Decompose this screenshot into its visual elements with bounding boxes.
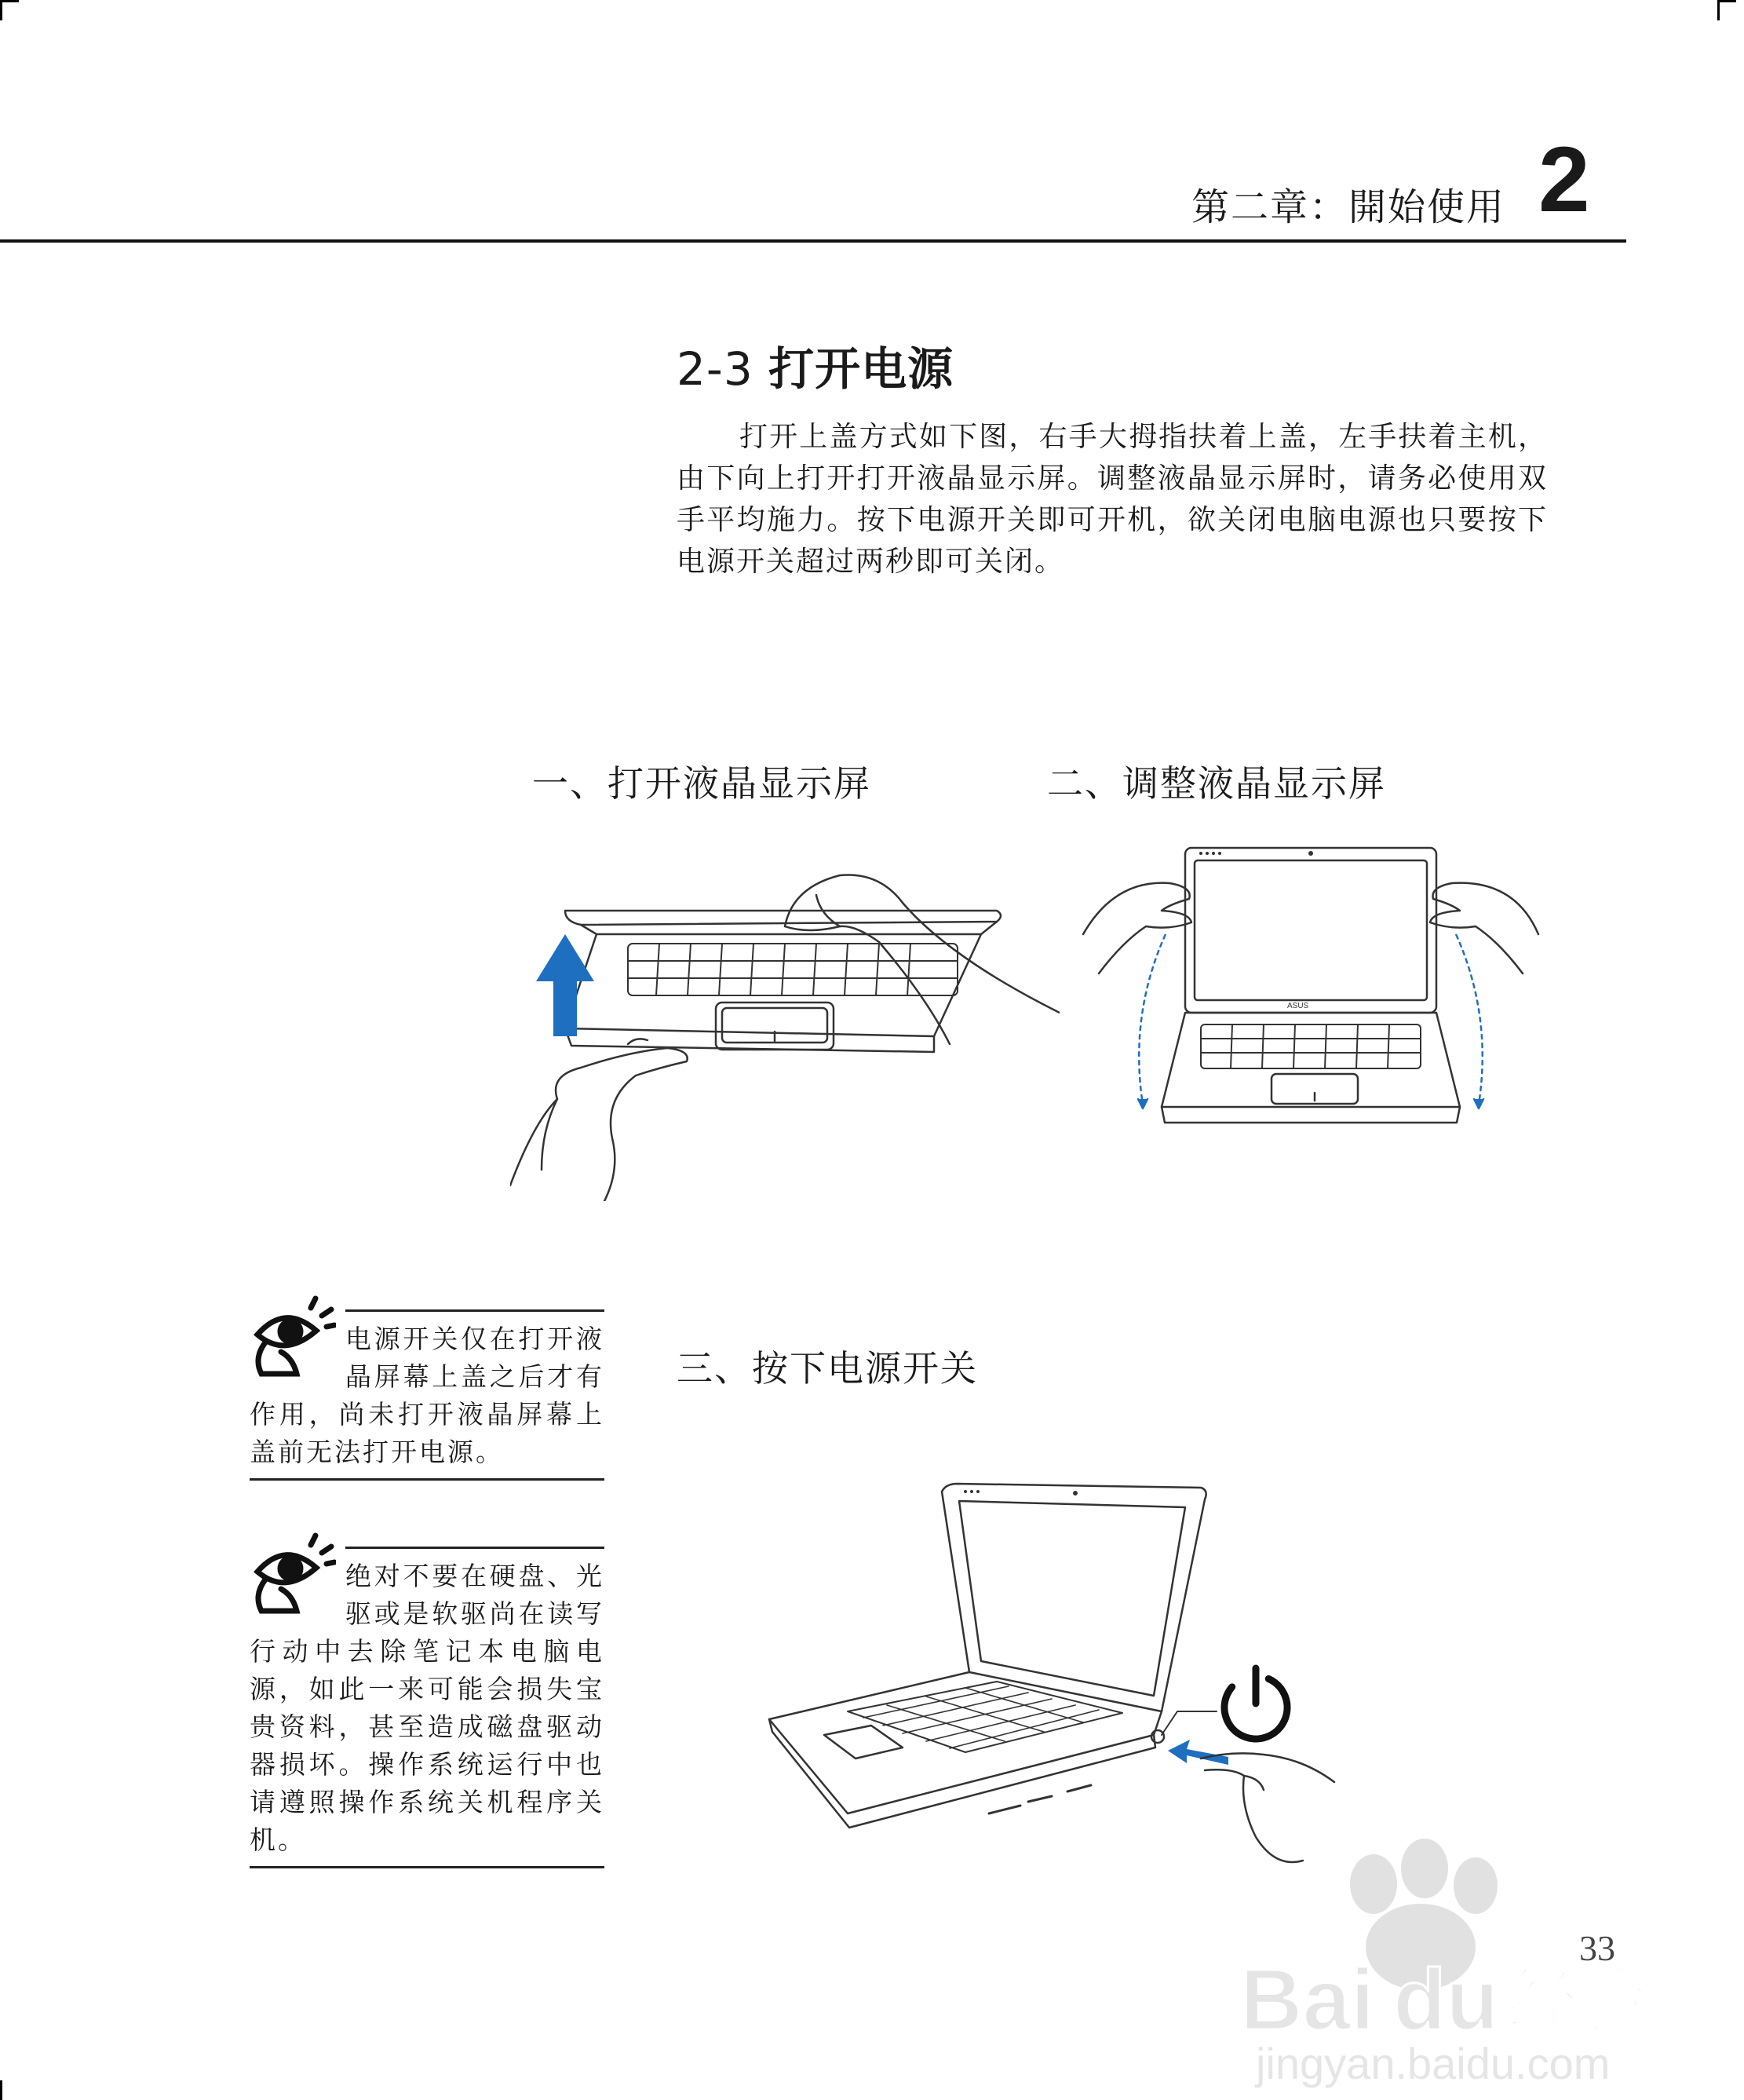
note-rule-top — [345, 1547, 604, 1549]
open-lid-illustration — [510, 840, 1060, 1201]
crop-mark-top-right — [1717, 0, 1720, 20]
crop-mark-top-left — [0, 0, 2, 20]
asus-logo: ASUS — [1287, 1002, 1309, 1010]
step-3-title: 三、按下电源开关 — [677, 1347, 978, 1390]
adjust-screen-illustration — [1075, 840, 1546, 1170]
baidu-watermark — [1224, 1829, 1664, 2088]
watermark-suffix: 经验 — [1507, 1960, 1648, 2043]
intro-text: 打开上盖方式如下图，右手大拇指扶着上盖，左手扶着主机，由下向上打开打开液晶显示屏。调整液晶显示屏时，请务必使用双手平均施力。按下电源开关即可开机，欲关闭电脑电源也只要按下电源开关超过两秒即可关闭。 — [677, 421, 1548, 578]
page-number: 33 — [1579, 1928, 1615, 1968]
crop-mark-top-right-h — [1717, 0, 1736, 2]
step-1-title: 一、打开液晶显示屏 — [532, 762, 871, 805]
note-rule-bottom — [250, 1866, 604, 1868]
power-button-illustration — [753, 1476, 1350, 1884]
note-text: 绝对不要在硬盘、光驱或是软驱尚在读写行动中去除笔记本电脑电源，如此一来可能会损失宝贵资料，甚至造成磁盘驱动器损坏。操作系统运行中也请遵照操作系统关机程序关机。 — [250, 1561, 604, 1855]
note-text: 电源开关仅在打开液晶屏幕上盖之后才有作用，尚未打开液晶屏幕上盖前无法打开电源。 — [250, 1324, 604, 1467]
crop-mark-bottom-left — [0, 2080, 2, 2100]
watermark-brand: Bai — [1240, 1952, 1375, 2048]
note-data-loss-warning — [250, 1547, 604, 1868]
intro-paragraph — [677, 416, 1548, 583]
note-rule-top — [345, 1309, 604, 1312]
section-number: 2-3 — [677, 342, 753, 396]
chapter-label: 第二章：開始使用 — [1191, 185, 1506, 229]
section-heading: 打开电源 — [768, 342, 954, 396]
note-power-switch — [250, 1309, 604, 1481]
note-rule-bottom — [250, 1478, 604, 1481]
section-title — [677, 332, 954, 398]
header-rule — [0, 239, 1626, 243]
chapter-number: 2 — [1538, 128, 1590, 232]
crop-mark-top-left-h — [0, 0, 19, 2]
watermark-url: jingyan.baidu.com — [1256, 2039, 1611, 2088]
watermark-brand-du: du — [1393, 1952, 1499, 2048]
step-2-title: 二、调整液晶显示屏 — [1047, 762, 1386, 805]
